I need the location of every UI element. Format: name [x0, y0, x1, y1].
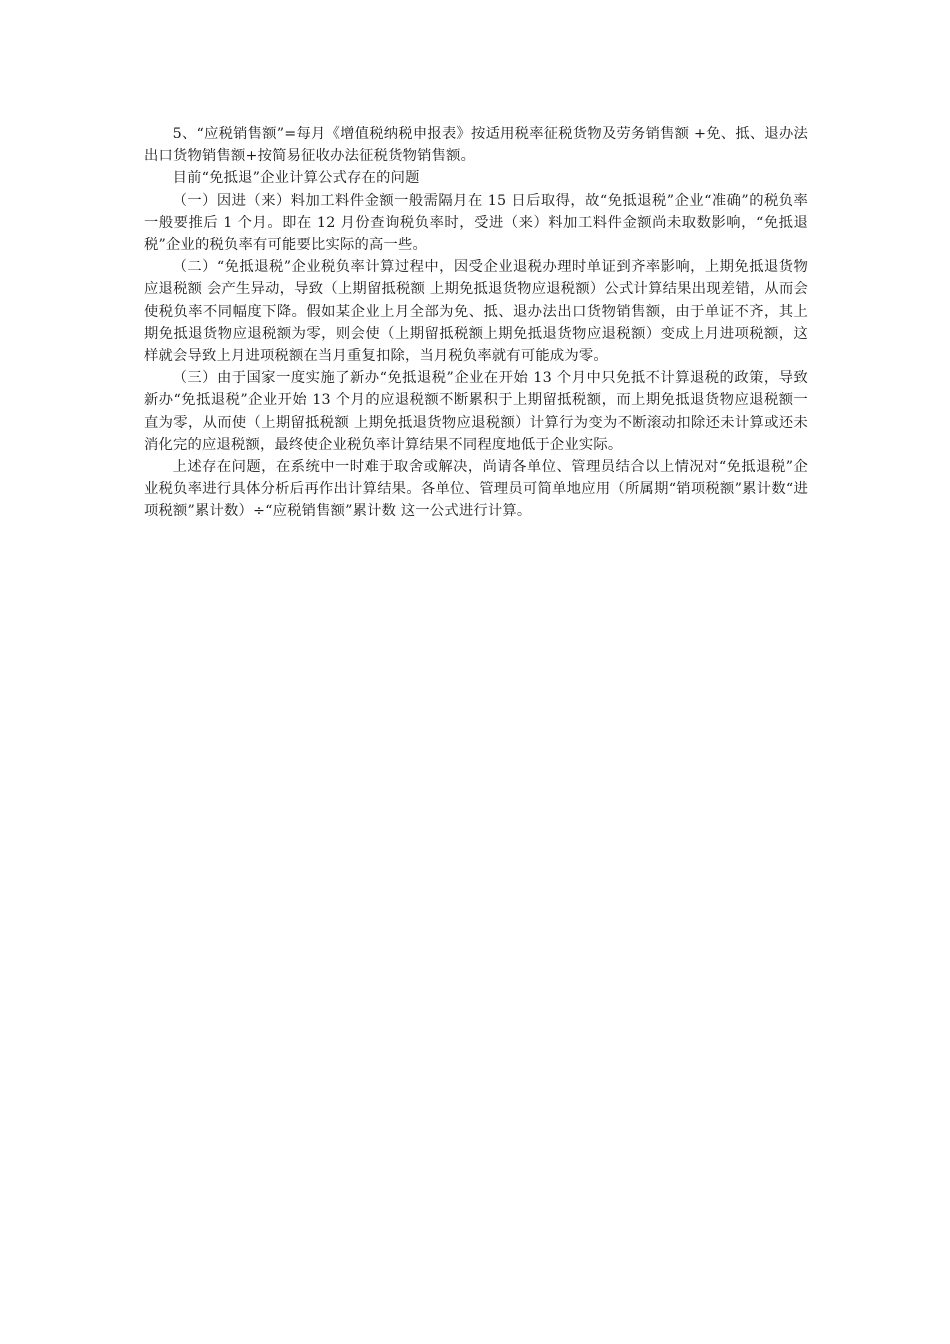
paragraph-conclusion: 上述存在问题，在系统中一时难于取舍或解决，尚请各单位、管理员结合以上情况对“免抵退税”企业税负率进行具体分析后再作出计算结果。各单位、管理员可简单地应用（所属期“销项税额”累计数“进项税额”累计数）÷“应税销售额”累计数 这一公式进行计算。: [144, 459, 808, 520]
paragraph-issue-one: （一）因进（来）料加工料件金额一般需隔月在 15 日后取得，故“免抵退税”企业“准确”的税负率一般要推后 1 个月。即在 12 月份查询税负率时，受进（来）料加工料件金额尚未取数影响，“免抵退税”企业的税负率有可能要比实际的高一些。: [144, 192, 808, 254]
document-body: [144, 123, 808, 523]
paragraph-issue-two: （二）“免抵退税”企业税负率计算过程中，因受企业退税办理时单证到齐率影响，上期免抵退货物应退税额 会产生异动，导致（上期留抵税额 上期免抵退货物应退税额）公式计算结果出现差错，从而会使税负率不同幅度下降。假如某企业上月全部为免、抵、退办法出口货物销售额，由于单证不齐，其上期免抵退货物应退税额为零，则会使（上期留抵税额上期免抵退货物应退税额）变成上月进项税额，这样就会导致上月进项税额在当月重复扣除，当月税负率就有可能成为零。: [144, 259, 808, 365]
paragraph-issue-three: （三）由于国家一度实施了新办“免抵退税”企业在开始 13 个月中只免抵不计算退税的政策，导致新办“免抵退税”企业开始 13 个月的应退税额不断累积于上期留抵税额，而上期免抵退货物应退税额一直为零，从而使（上期留抵税额 上期免抵退货物应退税额）计算行为变为不断滚动扣除还未计算或还未消化完的应退税额，最终使企业税负率计算结果不同程度地低于企业实际。: [144, 370, 808, 453]
paragraph-section-heading: 目前“免抵退”企业计算公式存在的问题: [172, 170, 420, 187]
paragraph-taxable-sales-formula: 5、“应税销售额”=每月《增值税纳税申报表》按适用税率征税货物及劳务销售额 +免、抵、退办法出口货物销售额+按简易征收办法征税货物销售额。: [144, 126, 808, 165]
